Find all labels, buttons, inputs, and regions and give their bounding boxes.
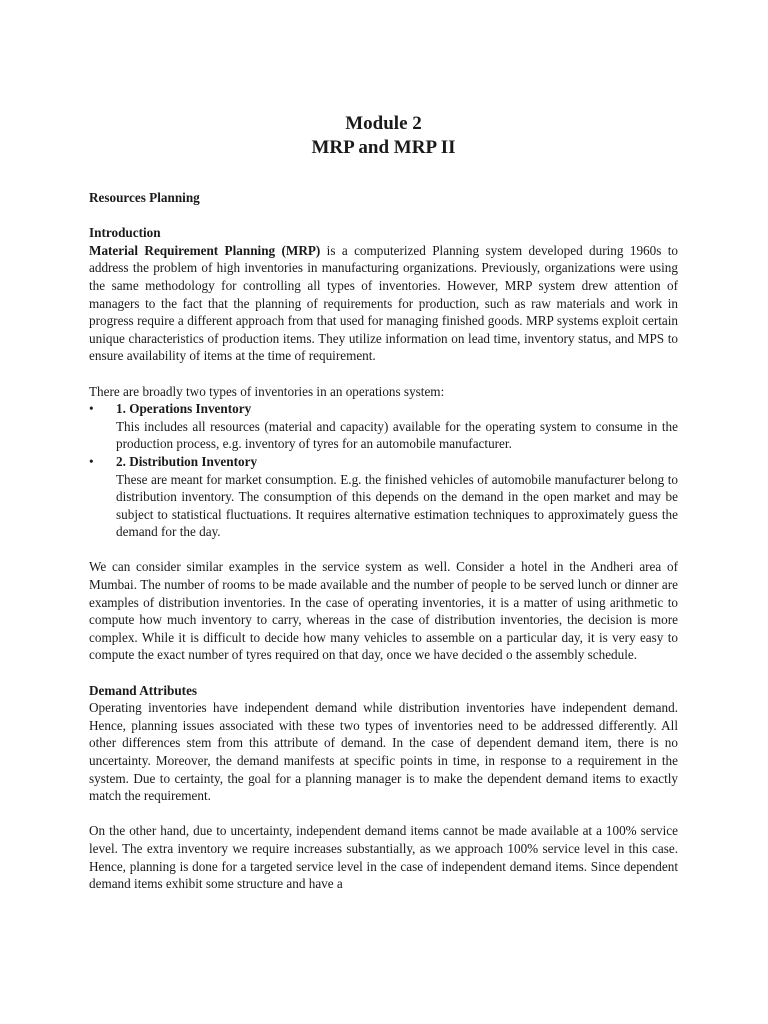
bullet-text: These are meant for market consumption. E.g. the finished vehicles of automobile manufacturer belong to distribution inventory. The consumption of this depends on the demand in the open market and may be subject to statistical fluctuations. It requires alternative estimation techniques to approximately guess the demand for the day. <box>116 471 678 540</box>
intro-text: is a computerized Planning system developed during 1960s to address the problem of high inventories in manufacturing organizations. Previously, organizations were using the same methodology for controlling all types of inventories. However, MRP system drew attention of managers to the fact that the planning of requirements for production, such as raw materials and work in progress require a different approach from that used for managing finished goods. MRP systems exploit certain unique characteristics of production items. They utilize information on lead time, inventory status, and MPS to ensure availability of items at the time of requirement. <box>89 242 679 364</box>
bullet-text: This includes all resources (material and capacity) available for the operating system to consume in the production process, e.g. inventory of tyres for an automobile manufacturer. <box>116 418 678 452</box>
uncertainty-paragraph: On the other hand, due to uncertainty, independent demand items cannot be made available at a 100% service level. The extra inventory we require increases substantially, as we approach 100% service level in this case. Hence, planning is done for a targeted service level in the case of independent demand items. Since dependent demand items exhibit some structure and have a <box>89 823 678 892</box>
section-heading-demand-attributes: Demand Attributes <box>89 682 198 698</box>
section-heading-resources-planning: Resources Planning <box>89 190 200 205</box>
bullet-title: 2. Distribution Inventory <box>116 453 258 469</box>
list-item <box>89 400 678 453</box>
section-heading-introduction: Introduction <box>89 225 161 241</box>
bullet-icon: • <box>89 401 94 417</box>
inventory-types-list <box>89 400 678 541</box>
demand-attributes-paragraph: Operating inventories have independent demand while distribution inventories have independent demand. Hence, planning issues associated with these two types of inventories need to be addressed differently. All other differences stem from this attribute of demand. In the case of dependent demand item, there is no uncertainty. Moreover, the demand manifests at specific points in time, in response to a requirement in the system. Due to certainty, the goal for a planning manager is to make the dependent demand items to exactly match the requirement. <box>89 700 678 804</box>
bullet-title: 1. Operations Inventory <box>116 401 252 417</box>
bullet-icon: • <box>89 453 94 469</box>
module-subtitle: MRP and MRP II <box>311 137 456 158</box>
module-title: Module 2 <box>345 113 422 134</box>
intro-bold-term: Material Requirement Planning (MRP) <box>89 242 321 258</box>
document-page <box>89 112 678 893</box>
list-item <box>89 453 678 541</box>
inventory-types-intro: There are broadly two types of inventories in an operations system: <box>89 383 445 399</box>
intro-paragraph <box>89 242 678 365</box>
service-system-paragraph: We can consider similar examples in the service system as well. Consider a hotel in the Andheri area of Mumbai. The number of rooms to be made available and the number of people to be served lunch or dinner are examples of distribution inventories. In the case of operating inventories, it is a matter of using arithmetic to compute how much inventory to carry, whereas in the case of distribution inventories, the decision is more complex. While it is difficult to decide how many vehicles to assemble on a particular day, it is very easy to compute the exact number of tyres required on that day, once we have decided o the assembly schedule. <box>89 559 678 663</box>
